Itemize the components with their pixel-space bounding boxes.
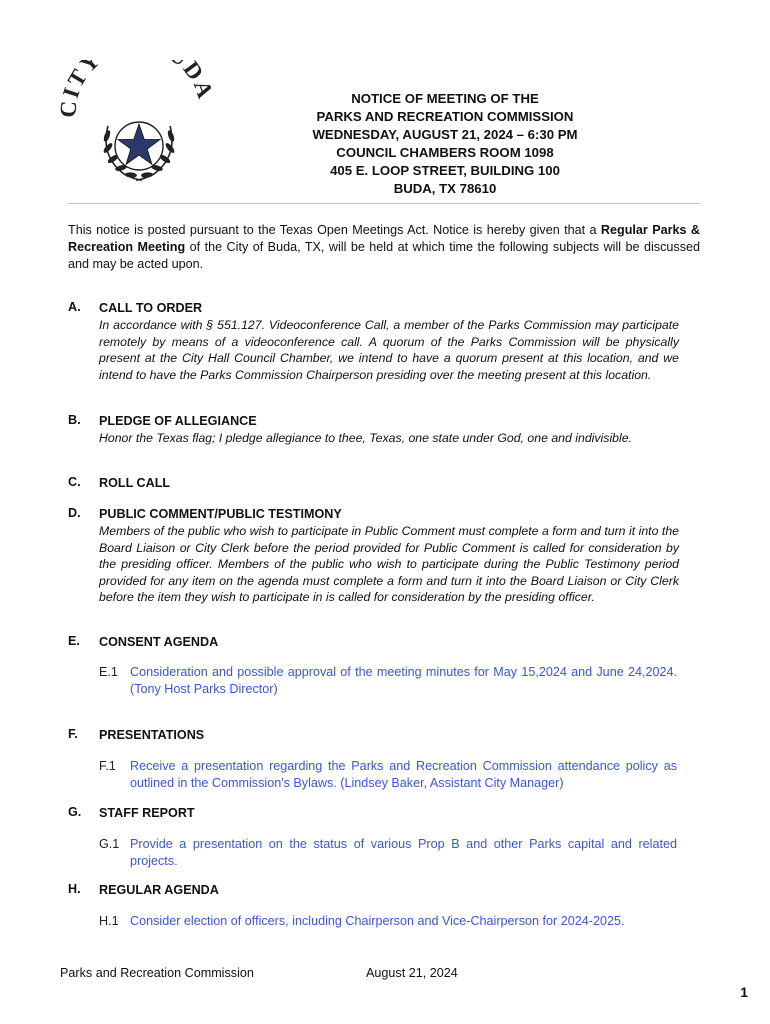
section-regular-agenda bbox=[68, 882, 688, 899]
meeting-header bbox=[250, 90, 640, 198]
section-heading: CONSENT AGENDA bbox=[99, 635, 219, 649]
section-heading: STAFF REPORT bbox=[99, 806, 195, 820]
agenda-item-h1[interactable] bbox=[99, 913, 677, 930]
section-heading: PUBLIC COMMENT/PUBLIC TESTIMONY bbox=[99, 507, 342, 521]
section-heading: PRESENTATIONS bbox=[99, 728, 205, 742]
section-roll-call bbox=[68, 475, 688, 492]
item-number: F.1 bbox=[99, 759, 116, 773]
section-heading: ROLL CALL bbox=[99, 476, 171, 490]
seal-text: ITY D bbox=[60, 60, 210, 101]
section-heading: PLEDGE OF ALLEGIANCE bbox=[99, 414, 257, 428]
section-public-comment bbox=[68, 506, 688, 606]
header-divider bbox=[68, 203, 700, 204]
header-line-3: WEDNESDAY, AUGUST 21, 2024 – 6:30 PM bbox=[312, 127, 578, 142]
section-staff-report bbox=[68, 805, 688, 822]
item-number: G.1 bbox=[99, 837, 120, 851]
section-letter: G. bbox=[68, 805, 82, 819]
item-link[interactable]: Consideration and possible approval of the meeting minutes for May 15,2024 and June 24,2024. (Tony Host Parks Director) bbox=[130, 665, 677, 696]
section-letter: H. bbox=[68, 882, 81, 896]
section-letter: E. bbox=[68, 634, 80, 648]
intro-text-pre: This notice is posted pursuant to the Texas Open Meetings Act. Notice is hereby given that a bbox=[68, 223, 601, 237]
agenda-item-f1[interactable] bbox=[99, 758, 677, 792]
section-heading: CALL TO ORDER bbox=[99, 301, 203, 315]
section-heading: REGULAR AGENDA bbox=[99, 883, 219, 897]
city-seal bbox=[60, 60, 214, 194]
section-letter: A. bbox=[68, 300, 81, 314]
footer-date: August 21, 2024 bbox=[366, 966, 458, 980]
intro-text-bold: Regular Parks & Recreation Meeting bbox=[68, 223, 700, 254]
section-description: Members of the public who wish to participate in Public Comment must complete a form and turn it into the Board Liaison or City Clerk before the period provided for Public Comment is called for consideration by the presiding officer. Members of the public who wish to participate during the Public Testimony period provided for any item on the agenda must complete a form and turn it into the Board Liaison or City Clerk before the item they wish to participate in is called for consideration by the presiding officer. bbox=[99, 524, 679, 605]
header-line-2: PARKS AND RECREATION COMMISSION bbox=[316, 109, 574, 124]
section-description: Honor the Texas flag; I pledge allegiance to thee, Texas, one state under God, one and indivisible. bbox=[99, 431, 632, 445]
header-line-6: BUDA, TX 78610 bbox=[393, 181, 497, 196]
item-link[interactable]: Provide a presentation on the status of various Prop B and other Parks capital and related projects. bbox=[130, 837, 677, 868]
header-line-4: COUNCIL CHAMBERS ROOM 1098 bbox=[336, 145, 554, 160]
page-number: 1 bbox=[740, 984, 748, 1000]
footer-commission: Parks and Recreation Commission bbox=[60, 966, 254, 980]
intro-paragraph bbox=[68, 222, 700, 273]
item-link[interactable]: Receive a presentation regarding the Parks and Recreation Commission attendance policy as outlined in the Commission's Bylaws. (Lindsey Baker, Assistant City Manager) bbox=[130, 759, 677, 790]
item-number: E.1 bbox=[99, 665, 118, 679]
section-letter: C. bbox=[68, 475, 81, 489]
section-pledge bbox=[68, 413, 688, 447]
section-call-to-order bbox=[68, 300, 688, 383]
agenda-item-e1[interactable] bbox=[99, 664, 677, 698]
agenda-item-g1[interactable] bbox=[99, 836, 677, 870]
item-number: H.1 bbox=[99, 914, 119, 928]
intro-text-post: of the City of Buda, TX, will be held at which time the following subjects will be discussed and may be acted upon. bbox=[68, 240, 700, 271]
svg-text:CITY OF BUDA bbox=[60, 60, 214, 118]
section-letter: F. bbox=[68, 727, 78, 741]
section-consent-agenda bbox=[68, 634, 688, 651]
section-letter: D. bbox=[68, 506, 81, 520]
header-line-1: NOTICE OF MEETING OF THE bbox=[351, 91, 539, 106]
header-line-5: 405 E. LOOP STREET, BUILDING 100 bbox=[330, 163, 560, 178]
item-link[interactable]: Consider election of officers, including Chairperson and Vice-Chairperson for 2024-2025. bbox=[130, 914, 625, 928]
section-presentations bbox=[68, 727, 688, 744]
section-description: In accordance with § 551.127. Videoconference Call, a member of the Parks Commission may participate remotely by means of a videoconference call. A quorum of the Parks Commission will be physically present at the City Hall Council Chamber, we intend to have a quorum present at this location, and we intend to have the Parks Commission Chairperson presiding over the meeting present at this location. bbox=[99, 318, 679, 382]
section-letter: B. bbox=[68, 413, 81, 427]
